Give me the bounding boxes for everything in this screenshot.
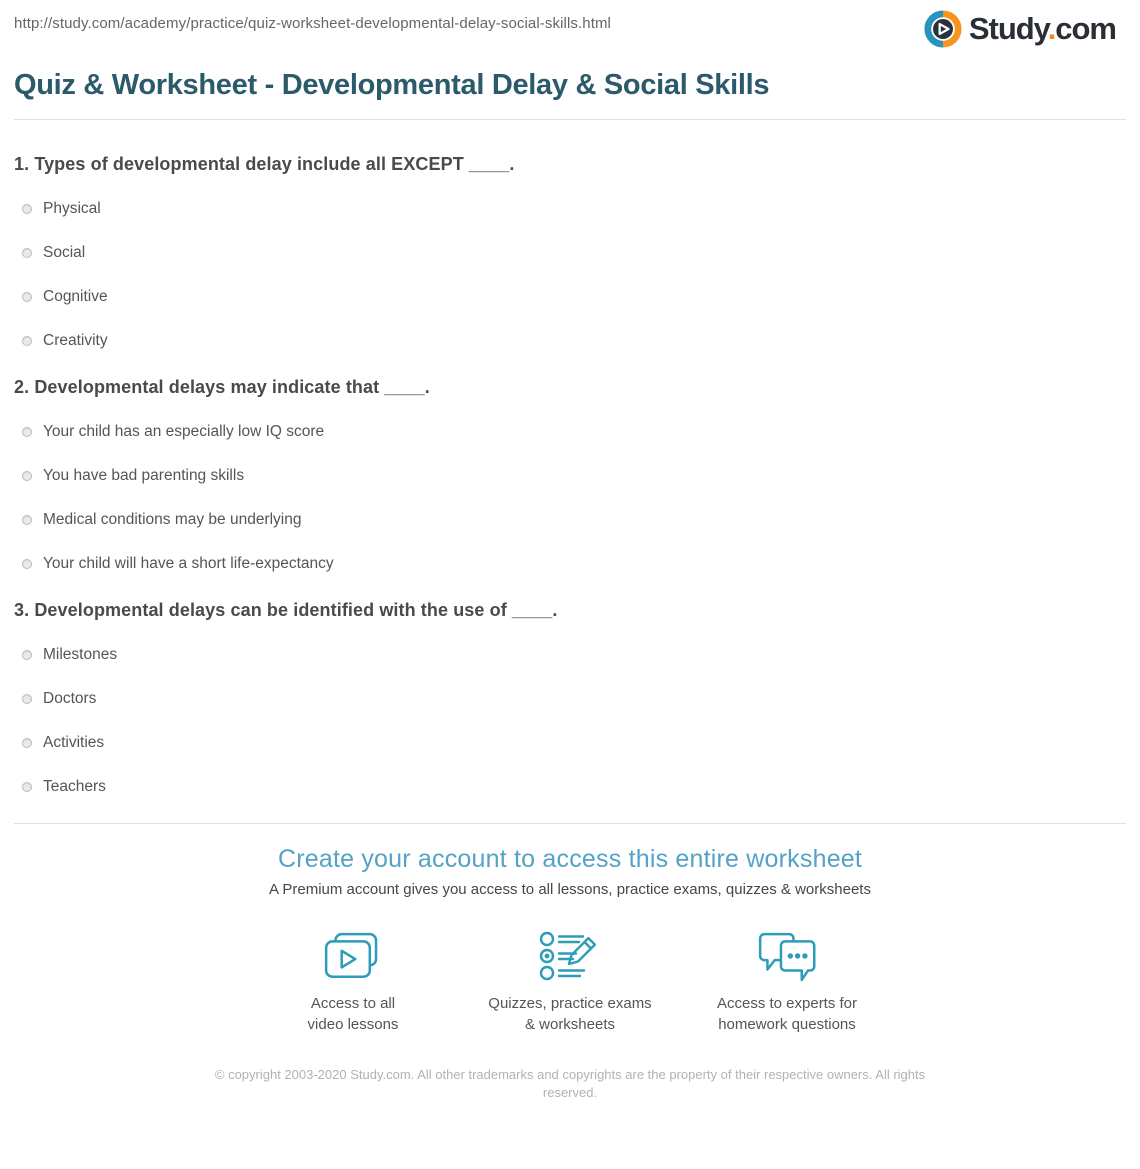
radio-button[interactable] bbox=[22, 650, 32, 660]
radio-button[interactable] bbox=[22, 471, 32, 481]
answer-option[interactable]: Creativity bbox=[14, 333, 1126, 349]
radio-button[interactable] bbox=[22, 559, 32, 569]
video-lessons-icon bbox=[323, 931, 383, 983]
cta-section bbox=[14, 845, 1126, 1035]
studycom-logo[interactable] bbox=[924, 10, 1126, 48]
radio-button[interactable] bbox=[22, 248, 32, 258]
answer-option[interactable]: Activities bbox=[14, 735, 1126, 751]
answer-option[interactable]: Social bbox=[14, 245, 1126, 261]
feature-quizzes-worksheets bbox=[462, 931, 679, 1035]
radio-button[interactable] bbox=[22, 782, 32, 792]
question-3 bbox=[14, 600, 1126, 795]
answer-option[interactable]: Doctors bbox=[14, 691, 1126, 707]
radio-button[interactable] bbox=[22, 336, 32, 346]
studycom-logo-icon bbox=[924, 10, 962, 48]
question-2 bbox=[14, 377, 1126, 572]
top-bar bbox=[14, 0, 1126, 54]
radio-button[interactable] bbox=[22, 204, 32, 214]
radio-button[interactable] bbox=[22, 292, 32, 302]
feature-expert-help bbox=[679, 931, 896, 1035]
feature-list bbox=[14, 931, 1126, 1035]
cta-divider bbox=[14, 823, 1126, 824]
answer-option[interactable]: You have bad parenting skills bbox=[14, 468, 1126, 484]
page-title: Quiz & Worksheet - Developmental Delay & Social Skills bbox=[14, 69, 770, 101]
question-1 bbox=[14, 154, 1126, 349]
quiz-worksheet-icon bbox=[539, 931, 601, 983]
question-text: 1. Types of developmental delay include all EXCEPT ____. bbox=[14, 154, 515, 174]
question-text: 3. Developmental delays can be identified with the use of ____. bbox=[14, 600, 558, 620]
cta-subtitle: A Premium account gives you access to all lessons, practice exams, quizzes & worksheets bbox=[269, 881, 871, 898]
quiz-questions bbox=[14, 120, 1126, 795]
chat-experts-icon bbox=[756, 931, 818, 983]
feature-label: Access to experts for homework questions bbox=[716, 995, 858, 1033]
studycom-logo-text: Study.com bbox=[968, 11, 1116, 46]
radio-button[interactable] bbox=[22, 738, 32, 748]
question-text: 2. Developmental delays may indicate that ____. bbox=[14, 377, 430, 397]
radio-button[interactable] bbox=[22, 694, 32, 704]
page-url: http://study.com/academy/practice/quiz-worksheet-developmental-delay-social-skills.html bbox=[14, 15, 611, 32]
answer-option[interactable]: Physical bbox=[14, 201, 1126, 217]
feature-label: Access to all video lessons bbox=[307, 995, 399, 1033]
answer-option[interactable]: Teachers bbox=[14, 779, 1126, 795]
cta-title: Create your account to access this entire worksheet bbox=[277, 845, 863, 873]
feature-video-lessons bbox=[245, 931, 462, 1035]
answer-option[interactable]: Your child will have a short life-expectancy bbox=[14, 556, 1126, 572]
answer-option[interactable]: Cognitive bbox=[14, 289, 1126, 305]
answer-option[interactable]: Your child has an especially low IQ score bbox=[14, 424, 1126, 440]
radio-button[interactable] bbox=[22, 515, 32, 525]
copyright-notice: © copyright 2003-2020 Study.com. All other trademarks and copyrights are the property of their respective owners. All rights reserved. bbox=[214, 1067, 926, 1100]
answer-option[interactable]: Medical conditions may be underlying bbox=[14, 512, 1126, 528]
answer-option[interactable]: Milestones bbox=[14, 647, 1126, 663]
radio-button[interactable] bbox=[22, 427, 32, 437]
feature-label: Quizzes, practice exams & worksheets bbox=[488, 995, 652, 1033]
